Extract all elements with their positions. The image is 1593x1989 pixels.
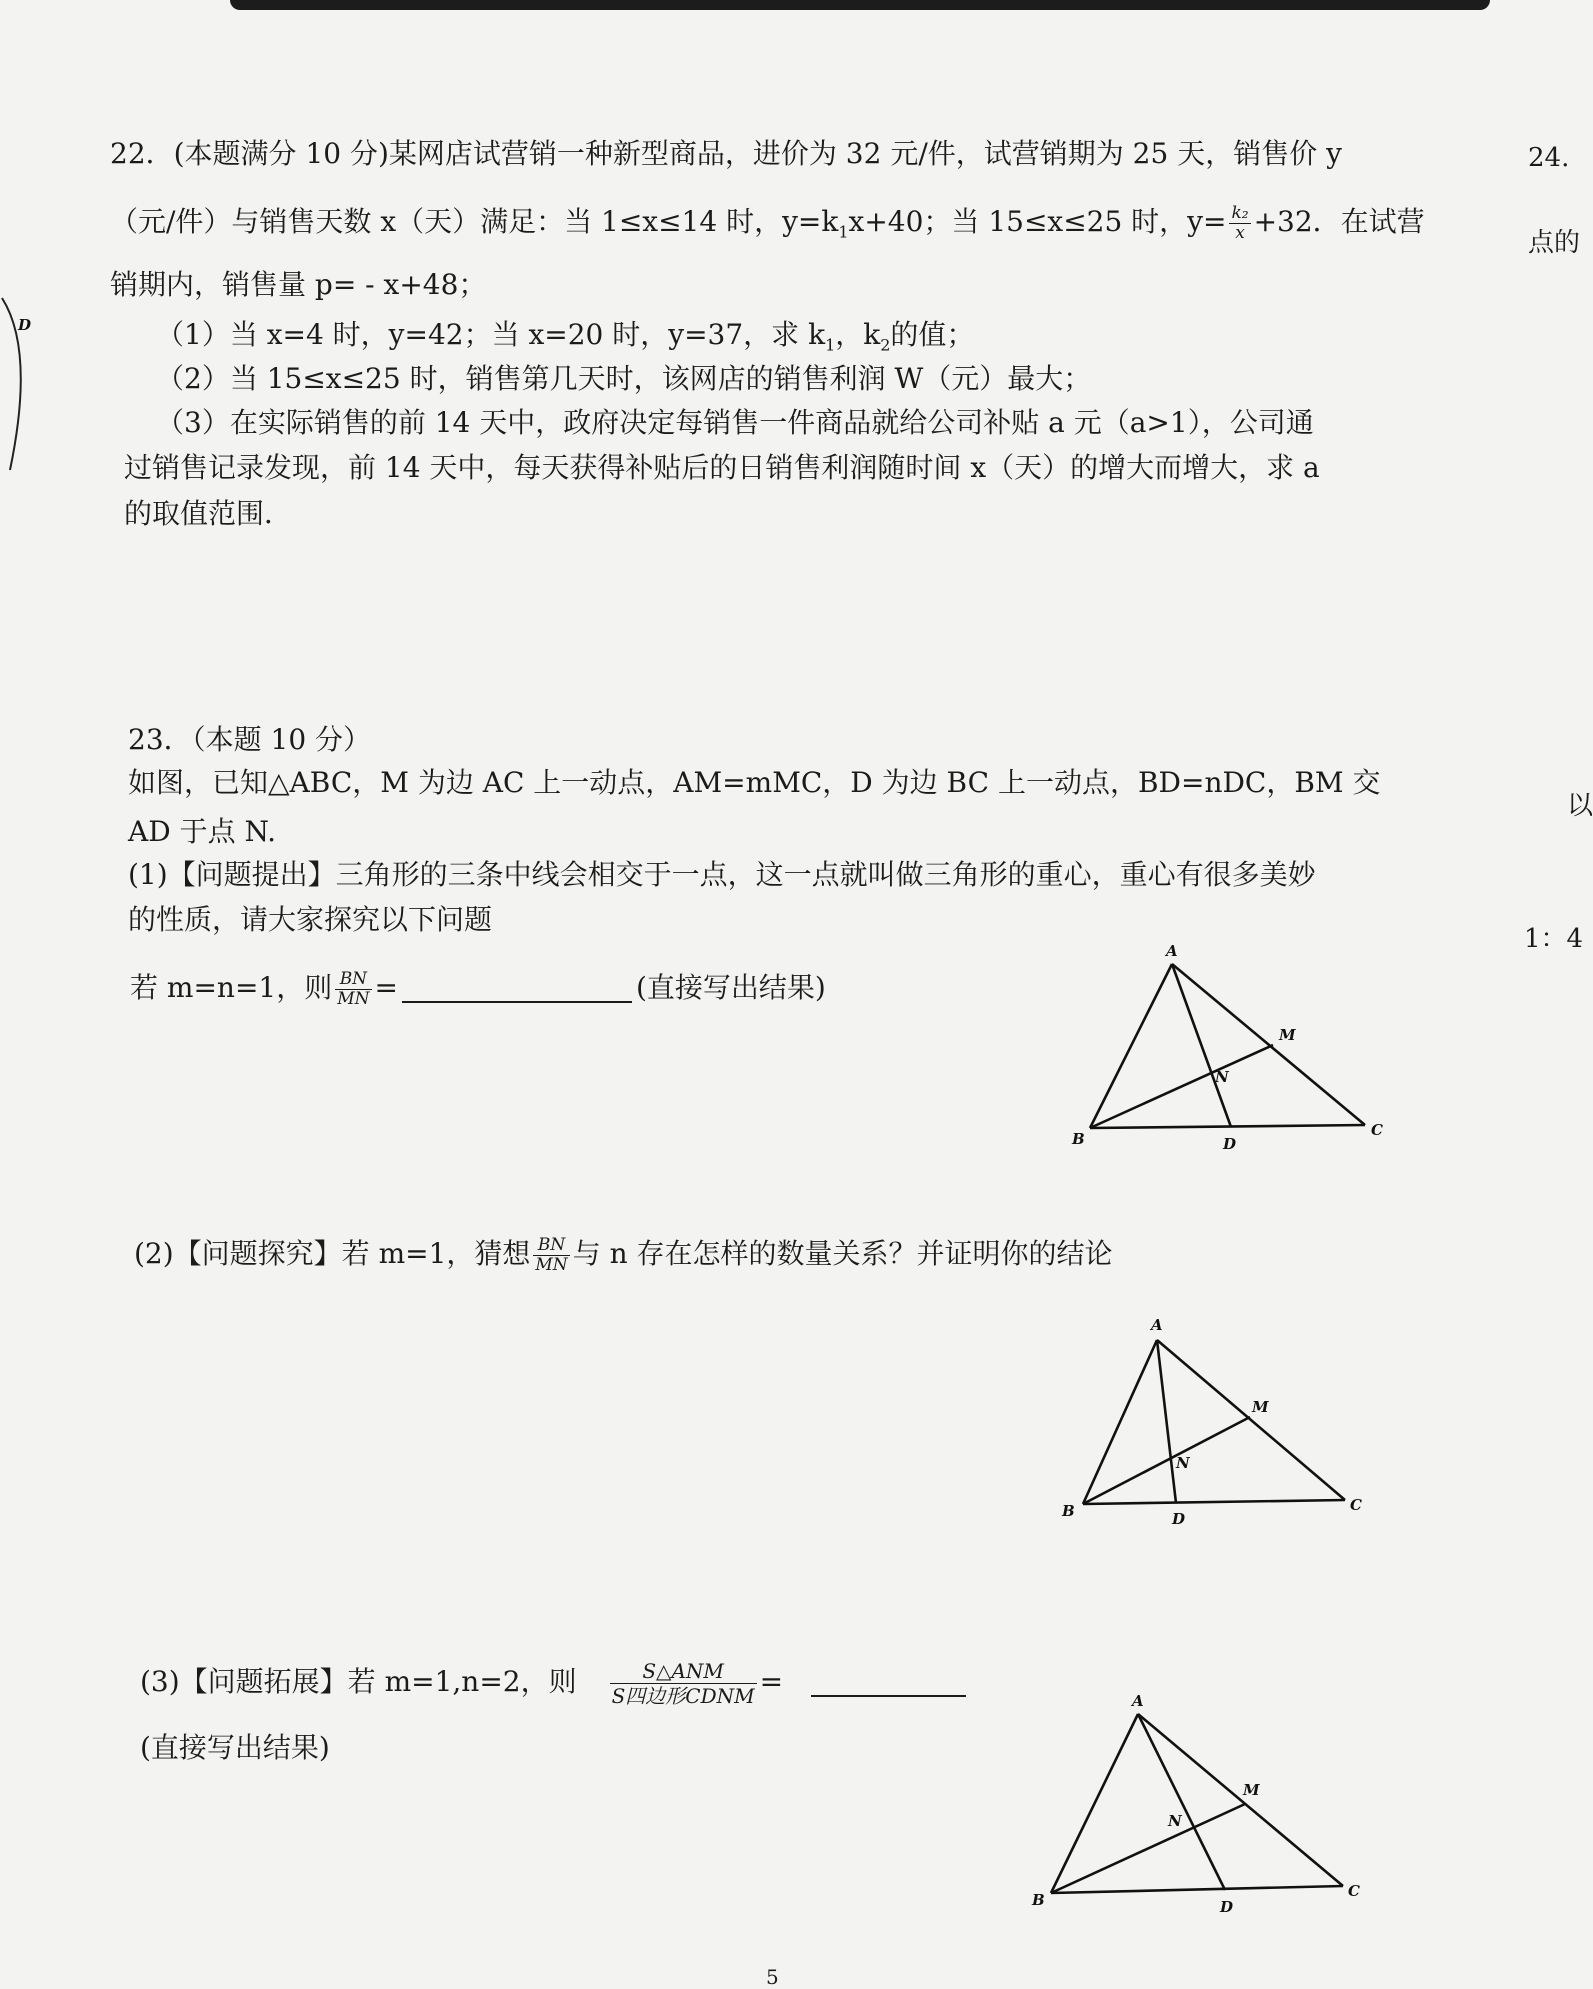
triangle-figure-1 xyxy=(1060,930,1383,1160)
label-D: D xyxy=(1172,1510,1186,1528)
triangle-figure-3 xyxy=(1030,1690,1360,1920)
label-B: B xyxy=(1072,1130,1085,1148)
label-M: M xyxy=(1279,1026,1296,1044)
q22-line-3: 销期内，销售量 p= - x+48； xyxy=(110,268,487,301)
label-D: D xyxy=(1223,1135,1237,1153)
q22-part-1: （1）当 x=4 时，y=42；当 x=20 时，y=37，求 $k_1$，$k_2$的值； xyxy=(156,318,975,355)
side-fragment-2: 点的 xyxy=(1528,228,1581,258)
fraction-k2-over-x: $\frac{\text{k₂}}{x}$ xyxy=(1231,203,1249,243)
answer-blank-1[interactable] xyxy=(402,977,632,1003)
q22-part-3-line-1: （3）在实际销售的前 14 天中，政府决定每销售一件商品就给公司补贴 a 元（a>1），公司通 xyxy=(156,406,1314,439)
left-margin-arc xyxy=(0,290,40,480)
page-number: 5 xyxy=(766,1965,779,1989)
label-C: C xyxy=(1371,1121,1383,1139)
arc-label: D xyxy=(18,316,32,334)
page-top-edge xyxy=(230,0,1490,10)
label-A: A xyxy=(1132,1692,1144,1710)
label-N: N xyxy=(1215,1068,1229,1086)
label-M: M xyxy=(1243,1781,1260,1799)
label-N: N xyxy=(1168,1812,1182,1830)
q23-sub1-line-2: 的性质，请大家探究以下问题 xyxy=(128,903,493,936)
q23-sub3-note: (直接写出结果) xyxy=(140,1731,330,1764)
q23-line-2: 如图，已知△ABC，M 为边 AC 上一动点，AM=mMC，D 为边 BC 上一动点，BD=nDC，BM 交 xyxy=(128,766,1381,799)
label-N: N xyxy=(1176,1454,1190,1472)
label-A: A xyxy=(1166,942,1178,960)
side-fragment-3: 以 xyxy=(1567,791,1593,821)
fraction-bn-over-mn-2: $\frac{BN}{MN}$ xyxy=(535,1235,568,1275)
label-A: A xyxy=(1151,1316,1163,1334)
label-B: B xyxy=(1062,1502,1075,1520)
answer-blank-3[interactable] xyxy=(811,1671,966,1697)
label-C: C xyxy=(1350,1496,1362,1514)
q23-title: 23．（本题 10 分） xyxy=(128,723,372,756)
fraction-area-ratio: $\frac{\text{S△ANM}}{\text{S四边形CDNM}}$ xyxy=(611,1659,755,1708)
q23-line-3: AD 于点 N. xyxy=(128,815,277,848)
q23-sub2: (2)【问题探究】若 m=1，猜想 $\frac{BN}{MN}$ 与 n 存在怎样的数量关系？并证明你的结论 xyxy=(134,1235,1113,1275)
q22-part-3-line-3: 的取值范围． xyxy=(124,497,293,530)
q22-part-2: （2）当 15≤x≤25 时，销售第几天时，该网店的销售利润 W（元）最大； xyxy=(156,362,1092,395)
q23-sub3: (3)【问题拓展】若 m=1,n=2，则 $\frac{\text{S△ANM}}{\text{S四边形CDNM}}$ = xyxy=(140,1659,970,1708)
q22-part-3-line-2: 过销售记录发现，前 14 天中，每天获得补贴后的日销售利润随时间 x（天）的增大而增大，求 a xyxy=(124,451,1320,484)
q22-line-1: 22．(本题满分 10 分)某网店试营销一种新型商品，进价为 32 元/件，试营销期为 25 天，销售价 y xyxy=(110,137,1342,170)
side-fragment-4: 1：4 xyxy=(1524,924,1584,954)
side-fragment-24: 24. xyxy=(1528,143,1570,173)
q23-sub1-line-1: (1)【问题提出】三角形的三条中线会相交于一点，这一点就叫做三角形的重心，重心有很多美妙 xyxy=(128,858,1316,891)
label-B: B xyxy=(1032,1891,1045,1909)
triangle-figure-2 xyxy=(1050,1310,1370,1530)
fraction-bn-over-mn: $\frac{BN}{MN}$ xyxy=(337,969,370,1009)
q23-sub1-question: 若 m=n=1，则 $\frac{BN}{MN}$ = (直接写出结果) xyxy=(130,969,826,1009)
q22-line-2: （元/件）与销售天数 x（天）满足：当 1≤x≤14 时，$y=k_1x+40$；当 15≤x≤25 时，y= $\frac{\text{k₂}}{x}$ +32．在试营 xyxy=(110,203,1425,243)
label-M: M xyxy=(1252,1398,1269,1416)
label-C: C xyxy=(1348,1882,1360,1900)
label-D: D xyxy=(1220,1898,1234,1916)
